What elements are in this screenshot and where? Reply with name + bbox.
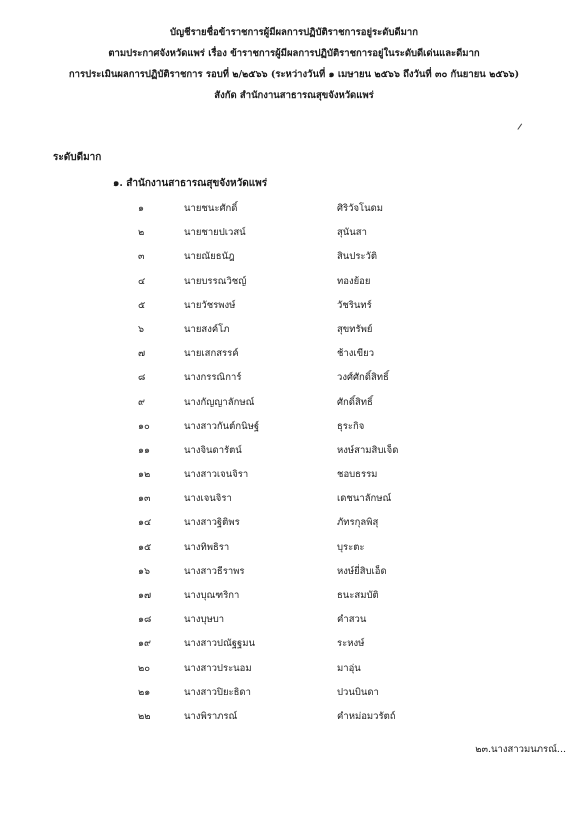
list-item bbox=[0, 198, 588, 222]
surname: ช้างเขียว bbox=[337, 348, 375, 360]
given-name: นายสงค์โภ bbox=[184, 323, 230, 335]
row-number: ๖ bbox=[138, 323, 145, 335]
header-affiliation: สังกัด สำนักงานสาธารณสุขจังหวัดแพร่ bbox=[214, 90, 374, 101]
given-name: นางสาวปณัฐฐมน bbox=[184, 638, 256, 650]
row-number: ๒๒ bbox=[138, 710, 151, 722]
name-list bbox=[0, 198, 588, 730]
surname: ระหงษ์ bbox=[337, 638, 365, 650]
given-name: นางสาวเจนจิรา bbox=[184, 469, 249, 481]
surname: คำสวน bbox=[337, 614, 367, 626]
surname: สุขทรัพย์ bbox=[337, 323, 373, 335]
given-name: นางสาวฐิติพร bbox=[184, 517, 240, 529]
given-name: นางสาวกันต์กนิษฐ์ bbox=[184, 420, 260, 432]
list-item bbox=[0, 561, 588, 585]
row-number: ๒๑ bbox=[138, 686, 151, 698]
list-item bbox=[0, 295, 588, 319]
given-name: นางกัญญาลักษณ์ bbox=[184, 396, 255, 408]
surname: หงษ์ยี่สิบเอ็ด bbox=[337, 565, 387, 577]
given-name: นางสาวธีราพร bbox=[184, 565, 245, 577]
list-item bbox=[0, 706, 588, 730]
given-name: นายชายปเวสน์ bbox=[184, 227, 246, 239]
surname: ทองย้อย bbox=[337, 275, 371, 287]
row-number: ๙ bbox=[138, 396, 145, 408]
list-item bbox=[0, 367, 588, 391]
row-number: ๑๓ bbox=[138, 493, 151, 505]
list-item bbox=[0, 488, 588, 512]
surname: ศิริวัจโนดม bbox=[337, 203, 384, 214]
row-number: ๑๒ bbox=[138, 469, 151, 481]
header-evaluation-period: การประเมินผลการปฏิบัติราชการ รอบที่ ๒/๒๕๖๖ (ระหว่างวันที่ ๑ เมษายน ๒๕๖๖ ถึงวันที่ ๓๐ กันยายน ๒๕๖๖) bbox=[68, 69, 520, 80]
row-number: ๑๕ bbox=[138, 541, 152, 553]
given-name: นายณัยธนัฎ bbox=[184, 251, 235, 263]
header-title: บัญชีรายชื่อข้าราชการผู้มีผลการปฏิบัติราชการอยู่ระดับดีมาก bbox=[170, 27, 418, 38]
list-item bbox=[0, 585, 588, 609]
continuation-note: ๒๓.นางสาวมนภรณ์... bbox=[475, 744, 566, 755]
list-item bbox=[0, 271, 588, 295]
given-name: นางสาวปิยะธิดา bbox=[184, 686, 251, 698]
surname: ธนะสมบัติ bbox=[337, 590, 379, 601]
surname: บุระตะ bbox=[337, 541, 365, 553]
row-number: ๘ bbox=[138, 372, 146, 384]
list-item bbox=[0, 440, 588, 464]
given-name: นางกรรณิการ์ bbox=[184, 372, 242, 384]
given-name: นางทิพธิรา bbox=[184, 541, 230, 553]
surname: คำหม่อมวรัตถ์ bbox=[337, 710, 396, 722]
list-item bbox=[0, 319, 588, 343]
level-label: ระดับดีมาก bbox=[53, 152, 102, 163]
row-number: ๓ bbox=[138, 251, 145, 263]
row-number: ๑๙ bbox=[138, 638, 151, 650]
list-item bbox=[0, 246, 588, 270]
surname: สินประวัติ bbox=[337, 251, 378, 263]
list-item bbox=[0, 658, 588, 682]
given-name: นายชนะศักดิ์ bbox=[184, 203, 238, 214]
row-number: ๑๐ bbox=[138, 420, 150, 432]
row-number: ๒ bbox=[138, 227, 145, 239]
row-number: ๑๘ bbox=[138, 614, 152, 626]
header-announcement: ตามประกาศจังหวัดแพร่ เรื่อง ข้าราชการผู้มีผลการปฏิบัติราชการอยู่ในระดับดีเด่นและดีมาก bbox=[108, 48, 480, 59]
list-item bbox=[0, 609, 588, 633]
row-number: ๑ bbox=[138, 203, 145, 214]
list-item bbox=[0, 392, 588, 416]
surname: เดชนาลักษณ์ bbox=[337, 493, 392, 505]
given-name: นางเจนจิรา bbox=[184, 493, 232, 505]
pen-mark bbox=[517, 123, 524, 131]
given-name: นางบุษบา bbox=[184, 614, 225, 626]
list-item bbox=[0, 633, 588, 657]
row-number: ๑๔ bbox=[138, 517, 152, 529]
surname: วงศ์ศักดิ์สิทธิ์ bbox=[337, 372, 389, 384]
given-name: นางบุณฑริกา bbox=[184, 590, 240, 601]
surname: ธุระกิจ bbox=[337, 420, 365, 432]
surname: ชอบธรรม bbox=[337, 469, 378, 481]
surname: ภัทรกุลพิสุ bbox=[337, 517, 379, 529]
row-number: ๕ bbox=[138, 299, 146, 311]
document-header bbox=[0, 22, 588, 106]
given-name: นายเสกสรรค์ bbox=[184, 348, 239, 360]
list-item bbox=[0, 464, 588, 488]
surname: หงษ์สามสิบเจ็ด bbox=[337, 444, 399, 456]
surname: สุนันสา bbox=[337, 227, 367, 239]
given-name: นายวัชรพงษ์ bbox=[184, 299, 236, 311]
surname: มาอุ่น bbox=[337, 662, 361, 674]
office-label: ๑. สำนักงานสาธารณสุขจังหวัดแพร่ bbox=[113, 178, 268, 189]
surname: ศักดิ์สิทธิ์ bbox=[337, 396, 373, 408]
list-item bbox=[0, 416, 588, 440]
given-name: นางจินดารัตน์ bbox=[184, 444, 242, 456]
surname: ปวนบินดา bbox=[337, 686, 379, 698]
row-number: ๑๖ bbox=[138, 565, 151, 577]
given-name: นายบรรณวิชญ์ bbox=[184, 275, 247, 287]
surname: วัชรินทร์ bbox=[337, 299, 372, 311]
row-number: ๑๗ bbox=[138, 590, 152, 601]
list-item bbox=[0, 512, 588, 536]
given-name: นางพิราภรณ์ bbox=[184, 710, 238, 722]
given-name: นางสาวประนอม bbox=[184, 662, 252, 674]
list-item bbox=[0, 343, 588, 367]
row-number: ๗ bbox=[138, 348, 146, 360]
row-number: ๔ bbox=[138, 275, 146, 287]
list-item bbox=[0, 682, 588, 706]
list-item bbox=[0, 537, 588, 561]
row-number: ๑๑ bbox=[138, 444, 151, 456]
list-item bbox=[0, 222, 588, 246]
row-number: ๒๐ bbox=[138, 662, 151, 674]
